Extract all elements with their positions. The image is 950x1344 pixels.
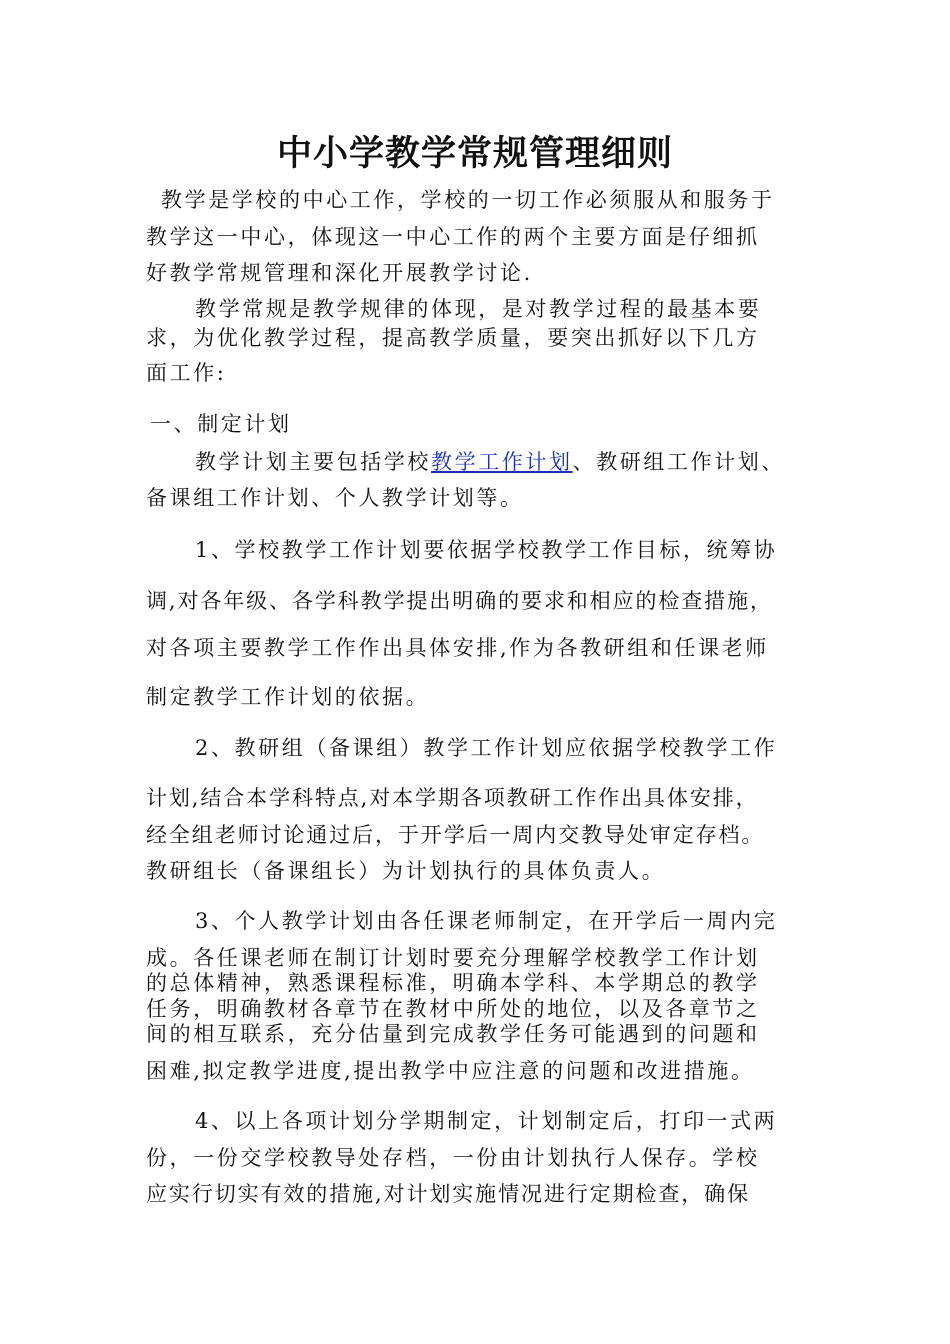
text-line: 的总体精神，熟悉课程标准，明确本学科、本学期总的教学 (146, 971, 760, 995)
text-line: 困难,拟定教学进度,提出教学中应注意的问题和改进措施。 (146, 1059, 755, 1083)
lead-text: 教学计划主要包括学校 (195, 450, 431, 474)
text-line: 教学常规是教学规律的体现，是对教学过程的最基本要 (195, 297, 762, 321)
text-line: 成。各任课老师在制订计划时要充分理解学校教学工作计划 (146, 946, 760, 970)
document-title: 中小学教学常规管理细则 (276, 134, 673, 174)
text-line: 2、教研组（备课组）教学工作计划应依据学校教学工作 (195, 736, 778, 760)
text-line: 经全组老师讨论通过后，于开学后一周内交教导处审定存档。 (146, 823, 765, 847)
teaching-plan-link[interactable]: 教学工作计划 (431, 450, 573, 474)
text-line: 份，一份交学校教导处存档，一份由计划执行人保存。学校 (146, 1146, 760, 1170)
text-line: 应实行切实有效的措施,对计划实施情况进行定期检查，确保 (146, 1182, 750, 1206)
text-line: 制定教学工作计划的依据。 (146, 685, 430, 709)
section-lead-line (195, 448, 835, 476)
text-line: 对各项主要教学工作作出具体安排,作为各教研组和任课老师 (146, 636, 769, 660)
text-line: 教学这一中心，体现这一中心工作的两个主要方面是仔细抓 (146, 225, 760, 249)
text-line: 备课组工作计划、个人教学计划等。 (146, 486, 524, 510)
section-heading: 一、制定计划 (150, 412, 292, 436)
text-line: 教研组长（备课组长）为计划执行的具体负责人。 (146, 859, 666, 883)
text-line: 3、个人教学计划由各任课老师制定，在开学后一周内完 (195, 909, 778, 933)
text-line: 面工作: (146, 361, 227, 385)
text-line: 1、学校教学工作计划要依据学校教学工作目标，统筹协 (195, 538, 778, 562)
text-line: 调,对各年级、各学科教学提出明确的要求和相应的检查措施， (146, 589, 773, 613)
text-line: 计划,结合本学科特点,对本学期各项教研工作作出具体安排， (146, 786, 759, 810)
lead-text: 、教研组工作计划、 (572, 450, 786, 474)
text-line: 4、以上各项计划分学期制定，计划制定后，打印一式两 (195, 1109, 778, 1133)
text-line: 任务，明确教材各章节在教材中所处的地位，以及各章节之 (146, 997, 760, 1021)
text-line: 好教学常规管理和深化开展教学讨论. (146, 261, 533, 285)
text-line: 间的相互联系，充分估量到完成教学任务可能遇到的问题和 (146, 1022, 760, 1046)
text-line: 求，为优化教学过程，提高教学质量，要突出抓好以下几方 (146, 326, 760, 350)
text-line: 教学是学校的中心工作，学校的一切工作必须服从和服务于 (161, 188, 775, 212)
